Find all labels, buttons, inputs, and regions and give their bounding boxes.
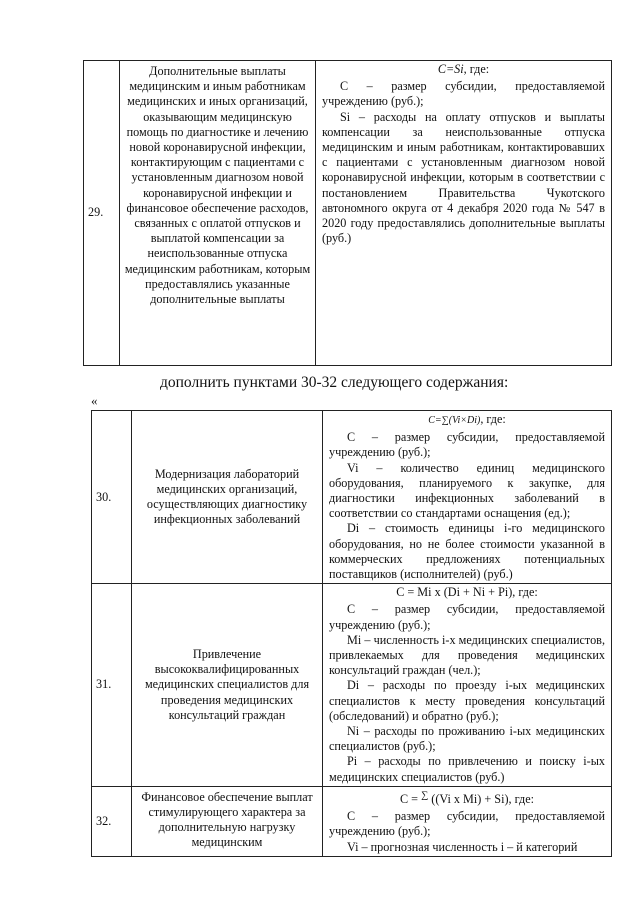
formula — [329, 788, 605, 807]
item-name: Финансовое обеспечение выплат стимулирующего характера за дополнительную нагрузку медицинским — [132, 786, 323, 856]
formula — [322, 62, 605, 77]
table-rows-30-32 — [91, 410, 612, 857]
item-description — [316, 61, 612, 366]
row-number: 29. — [84, 61, 120, 366]
table-row — [84, 61, 612, 366]
formula — [329, 412, 605, 428]
definition-line: C – размер субсидии, предоставляемой учреждению (руб.); — [329, 430, 605, 460]
definition-line: Ni – расходы по проживанию i-ых медицинских специалистов (руб.); — [329, 724, 605, 754]
definition-line: Di – стоимость единицы i-го медицинского оборудования, но не более стоимости указанной в коммерческих предложениях потенциальных поставщиков (исполнителей) (руб.) — [329, 521, 605, 582]
formula-sigma: ∑ — [421, 789, 429, 801]
table-row — [92, 786, 612, 856]
definition-line: C – размер субсидии, предоставляемой учреждению (руб.); — [322, 79, 605, 109]
definition-line: C – размер субсидии, предоставляемой учреждению (руб.); — [329, 602, 605, 632]
row-number: 32. — [92, 786, 132, 856]
definition-line: C – размер субсидии, предоставляемой учреждению (руб.); — [329, 809, 605, 839]
item-name: Привлечение высококвалифицированных медицинских специалистов для проведения медицинских консультаций граждан — [132, 584, 323, 787]
definition-line: Vi – прогнозная численность i – й категорий — [347, 839, 578, 854]
table-row — [92, 411, 612, 584]
formula: C = Mi x (Di + Ni + Pi), где: — [396, 585, 538, 600]
definition-line: Pi – расходы по привлечению и поиску i-ых медицинских специалистов (руб.) — [329, 754, 605, 784]
item-description — [323, 411, 612, 584]
formula-rest: ((Vi x Mi) + Si), где: — [428, 791, 534, 806]
intro-text: дополнить пунктами 30-32 следующего содержания: — [160, 374, 509, 391]
formula-tail: , где: — [480, 412, 506, 426]
definition-line: Mi – численность i-х медицинских специалистов, привлекаемых для проведения медицинских консультаций граждан (чел.); — [329, 632, 605, 678]
item-description — [323, 584, 612, 787]
table-row-29 — [83, 60, 612, 366]
formula-main: C=∑(Vi×Di) — [428, 415, 481, 426]
item-name: Модернизация лабораторий медицинских организаций, осуществляющих диагностику инфекционных заболеваний — [132, 411, 323, 584]
row-number: 30. — [92, 411, 132, 584]
item-description — [323, 786, 612, 856]
item-name: Дополнительные выплаты медицинским и иным работникам медицинских и иных организаций, оказывающим медицинскую помощь по диагностике и лечению новой коронавирусной инфекции, контактирующим с пациентами с установленным диагнозом новой коронавирусной инфекции и финансовое обеспечение расходов, связанных с оплатой отпусков и выплатой компенсации за неиспользованные отпуска медицинским работникам, которым предоставлялись указанные дополнительные выплаты — [120, 61, 316, 366]
formula-tail: , где: — [463, 62, 490, 76]
quote-mark: « — [91, 393, 98, 408]
row-number: 31. — [92, 584, 132, 787]
definition-line: Si – расходы на оплату отпусков и выплаты компенсации за неиспользованные отпуска медицинским и иным работникам, контактировавших с пациентами с установленным диагнозом новой коронавирусной инфекции, которым в соответствии с постановлением Правительства Чукотского автономного округа от 4 декабря 2020 года № 547 в 2020 году предоставлялись дополнительные выплаты (руб.) — [322, 109, 605, 246]
definition-line: Di – расходы по проезду i-ых медицинских специалистов к месту проведения консультаций (обследований) и обратно (руб.); — [329, 678, 605, 723]
table-row — [92, 584, 612, 787]
formula-main: C=Si — [437, 62, 464, 76]
formula-prefix: C = — [399, 791, 422, 806]
definition-line: Vi – количество единиц медицинского оборудования, планируемого к закупке, для диагностики инфекционных заболеваний в соответствии со стандартами оснащения (ед.); — [329, 460, 605, 521]
